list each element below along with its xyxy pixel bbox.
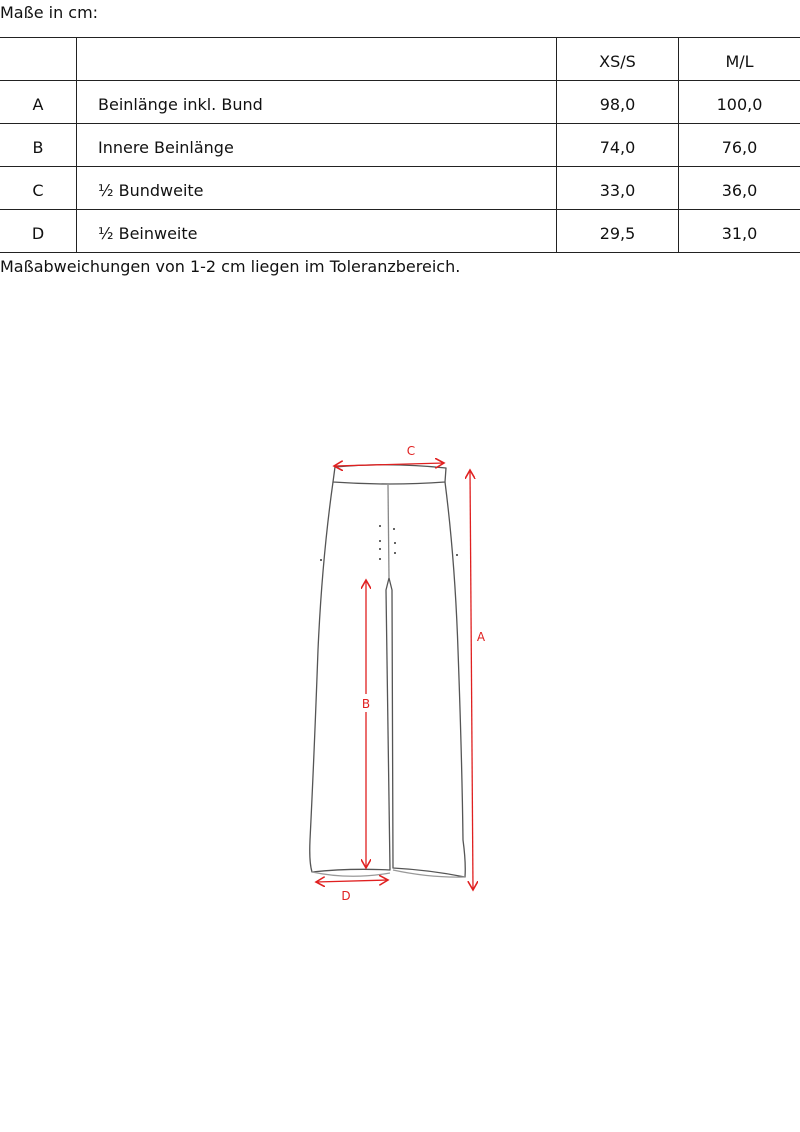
label-d: D [341,889,351,903]
arrow-d [316,880,388,882]
arrow-c [334,463,444,466]
row-label: Innere Beinlänge [77,124,557,167]
row-key: C [0,167,77,210]
tolerance-note: Maßabweichungen von 1-2 cm liegen im Toleranzbereich. [0,257,461,276]
row-key: A [0,81,77,124]
row-m-l: 76,0 [679,124,800,167]
label-a: A [476,630,486,644]
row-label: ½ Beinweite [77,210,557,253]
row-key: B [0,124,77,167]
row-xs-s: 29,5 [557,210,679,253]
label-c: C [406,444,416,458]
row-key: D [0,210,77,253]
pants-sketch [310,465,466,877]
row-label: Beinlänge inkl. Bund [77,81,557,124]
page-title: Maße in cm: [0,3,99,22]
header-xs-s: XS/S [557,38,679,81]
row-xs-s: 74,0 [557,124,679,167]
row-xs-s: 33,0 [557,167,679,210]
row-xs-s: 98,0 [557,81,679,124]
label-b: B [361,697,371,711]
arrow-a [470,470,473,890]
row-m-l: 31,0 [679,210,800,253]
header-m-l: M/L [679,38,800,81]
row-label: ½ Bundweite [77,167,557,210]
row-m-l: 36,0 [679,167,800,210]
row-m-l: 100,0 [679,81,800,124]
